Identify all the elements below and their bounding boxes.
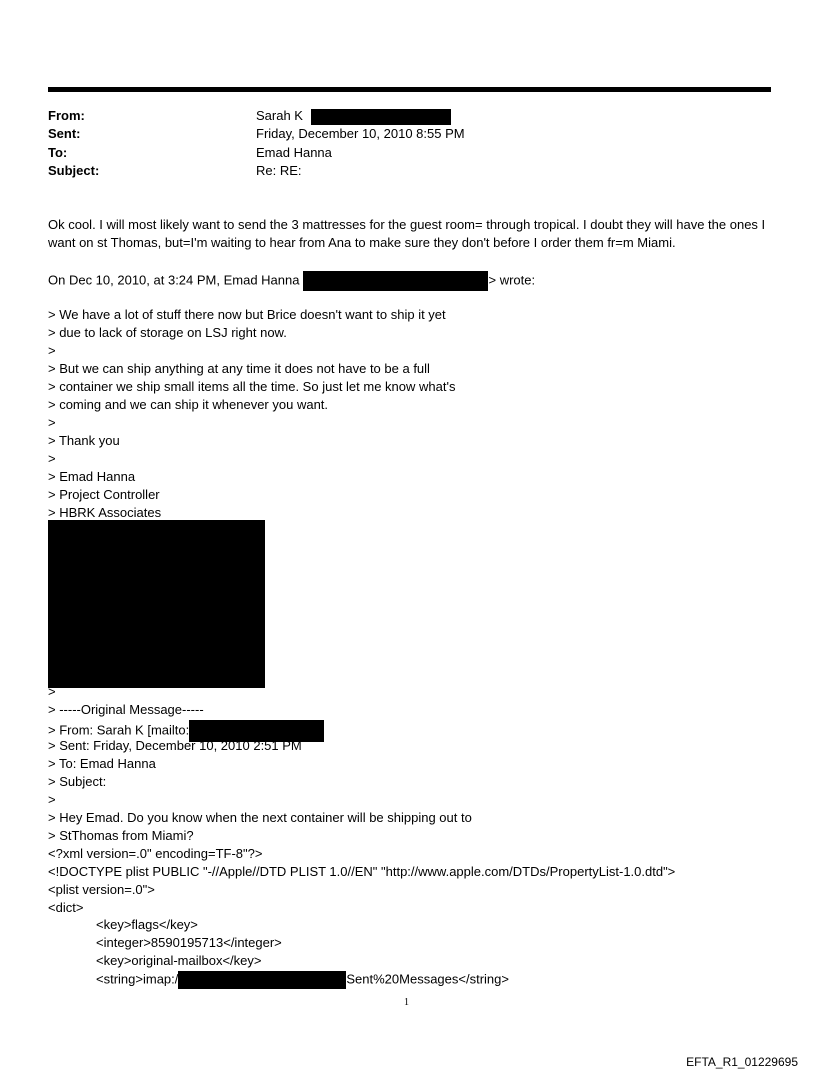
quoted-line: > HBRK Associates [48,505,162,520]
original-line: > [48,792,56,807]
redaction-block [48,520,265,688]
quoted-line: > coming and we can ship it whenever you want. [48,397,329,412]
quoted-line: > But we can ship anything at any time it does not have to be a full [48,361,430,376]
redaction-box [311,109,451,125]
quoted-line: > Project Controller [48,487,160,502]
subject-label: Subject: [48,163,100,178]
xml-line: <integer>8590195713</integer> [96,935,282,950]
quoted-line: > Thank you [48,433,120,448]
wrote-line [48,271,535,291]
xml-line: <!DOCTYPE plist PUBLIC "-//Apple//DTD PLIST 1.0//EN" "http://www.apple.com/DTDs/PropertyList-1.0.dtd"> [48,864,676,879]
document-id: EFTA_R1_01229695 [686,1055,798,1069]
to-value: Emad Hanna [256,145,332,160]
xml-line: <?xml version=.0" encoding=TF-8"?> [48,846,263,861]
original-line: > Subject: [48,774,107,789]
quoted-line: > Emad Hanna [48,469,136,484]
to-label: To: [48,145,68,160]
original-line: > Sent: Friday, December 10, 2010 2:51 PM [48,738,302,753]
wrote-prefix: On Dec 10, 2010, at 3:24 PM, Emad Hanna [48,272,300,288]
original-line: > [48,684,56,699]
original-line: > To: Emad Hanna [48,756,156,771]
page-number: 1 [404,997,409,1008]
xml-line: <plist version=.0"> [48,882,155,897]
from-label: From: [48,108,85,123]
redaction-box [303,271,488,291]
subject-value: Re: RE: [256,163,302,178]
xml-string-prefix: <string>imap:/ [96,971,179,987]
sent-value: Friday, December 10, 2010 8:55 PM [256,126,465,141]
redaction-box [178,971,346,989]
original-line: > -----Original Message----- [48,702,204,717]
xml-line [96,971,509,989]
quoted-line: > We have a lot of stuff there now but Brice doesn't want to ship it yet [48,307,446,322]
header-rule [48,87,771,92]
from-value [256,108,451,125]
wrote-suffix: > wrote: [488,272,536,288]
original-line: > StThomas from Miami? [48,828,194,843]
xml-line: <key>original-mailbox</key> [96,953,262,968]
quoted-line: > container we ship small items all the time. So just let me know what's [48,379,456,394]
message-body: Ok cool. I will most likely want to send the 3 mattresses for the guest room= through tropical. I doubt they will have the ones I want on st Thomas, but=I'm waiting to hear from Ana to make sure they don't before I order them fr=m Miami. [48,217,766,250]
xml-line: <key>flags</key> [96,917,198,932]
xml-string-suffix: Sent%20Messages</string> [346,971,509,987]
sent-label: Sent: [48,126,81,141]
quoted-line: > due to lack of storage on LSJ right now. [48,325,287,340]
quoted-line: > [48,415,56,430]
quoted-line: > [48,343,56,358]
from-name: Sarah K [256,108,303,123]
quoted-line: > [48,451,56,466]
original-from: > From: Sarah K [mailto: [48,722,190,738]
original-line: > Hey Emad. Do you know when the next container will be shipping out to [48,810,472,825]
xml-line: <dict> [48,900,84,915]
